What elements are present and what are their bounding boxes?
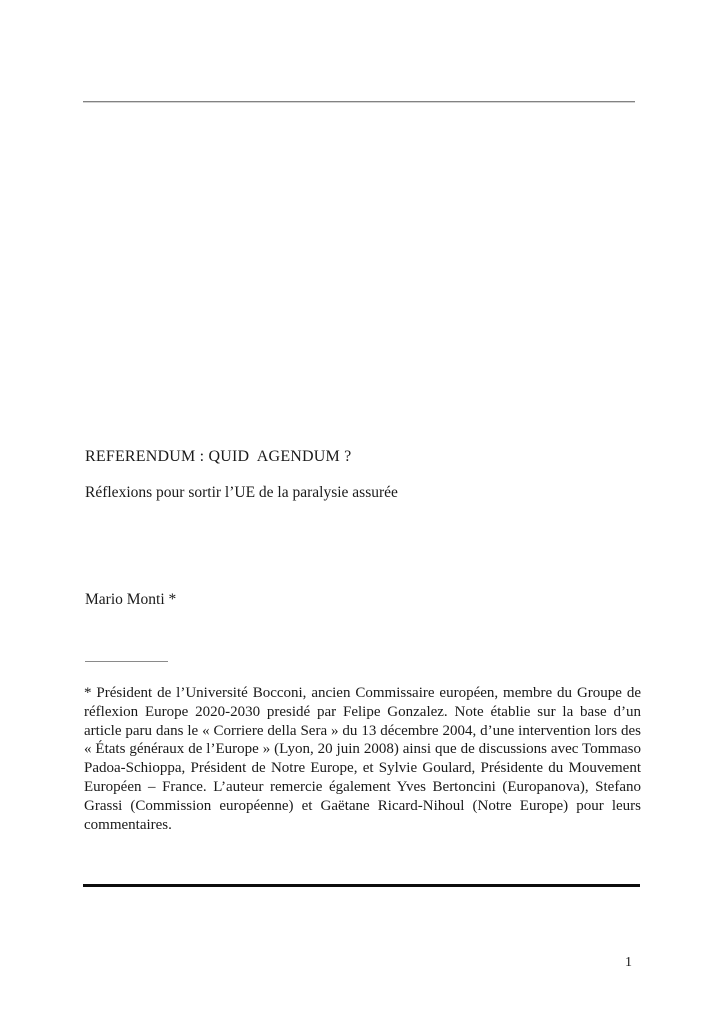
footnote-separator-rule (85, 661, 168, 662)
document-subtitle: Réflexions pour sortir l’UE de la paralysie assurée (85, 484, 398, 501)
header-rule (83, 101, 635, 102)
footnote-text: * Président de l’Université Bocconi, ancien Commissaire européen, membre du Groupe de réflexion Europe 2020-2030 presidé par Felipe Gonzalez. Note établie sur la base d’un article paru dans le « Corriere della Sera » du 13 décembre 2004, d’une intervention lors des « États généraux de l’Europe » (Lyon, 20 juin 2008) ainsi que de discussions avec Tommaso Padoa-Schioppa, Président de Notre Europe, et Sylvie Goulard, Présidente du Mouvement Européen – France. L’auteur remercie également Yves Bertoncini (Europanova), Stefano Grassi (Commission européenne) et Gaëtane Ricard-Nihoul (Notre Europe) pour leurs commentaires. (84, 685, 641, 833)
footer-rule (83, 884, 640, 887)
page-number: 1 (625, 955, 632, 970)
document-title: REFERENDUM : QUID AGENDUM ? (85, 448, 352, 465)
author-name: Mario Monti * (85, 591, 177, 608)
